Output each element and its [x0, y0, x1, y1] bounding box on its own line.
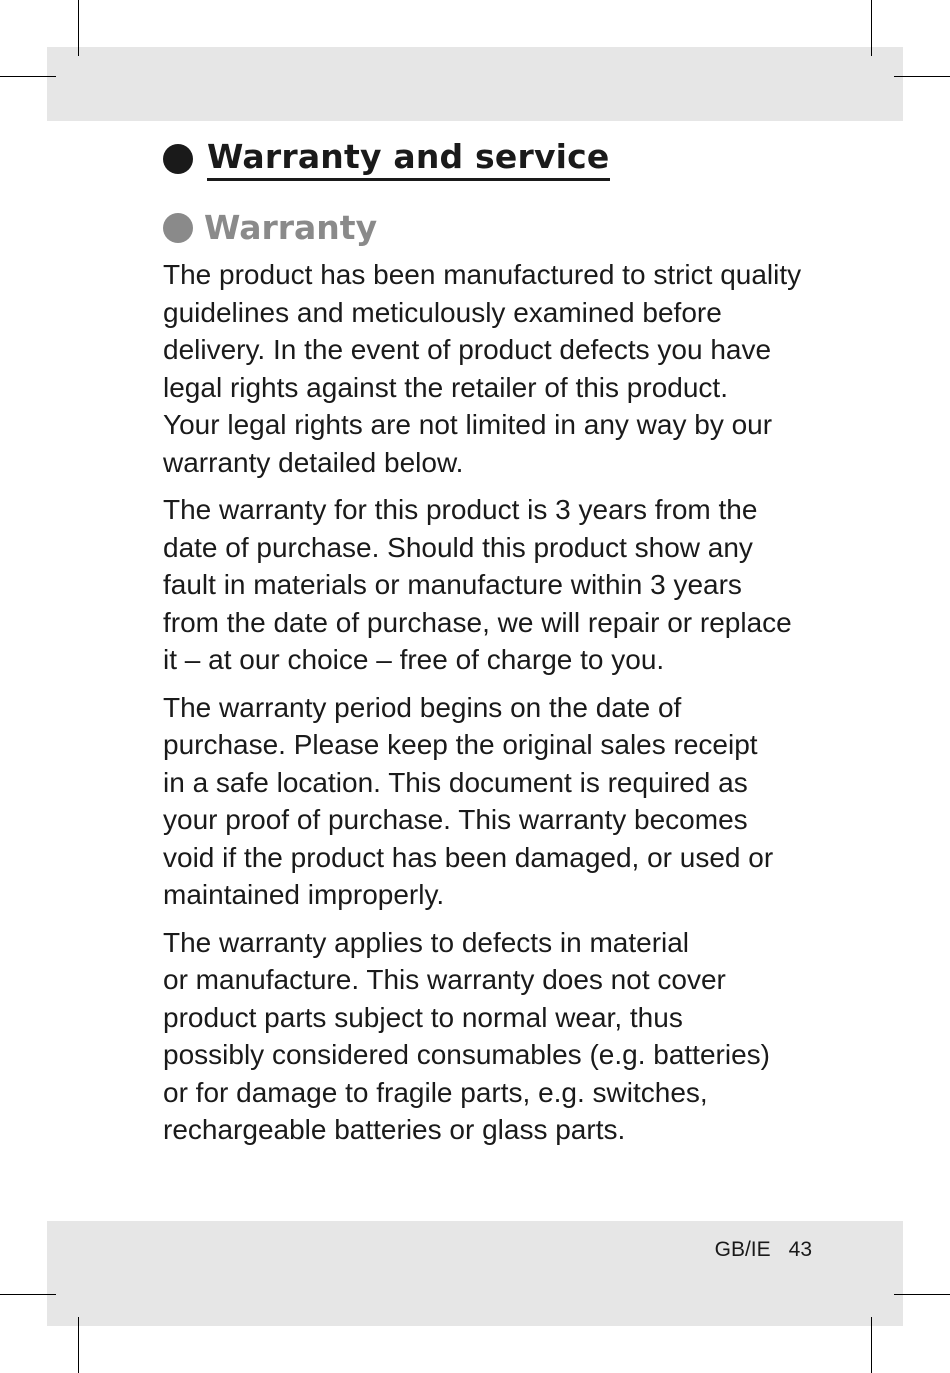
text-line: The warranty period begins on the date of — [163, 691, 682, 723]
paragraph — [163, 924, 833, 1149]
text-line: in a safe location. This document is required as — [163, 766, 748, 798]
text-line: rechargeable batteries or glass parts. — [163, 1114, 626, 1145]
text-line: The warranty for this product is 3 years from the — [163, 494, 758, 525]
crop-mark — [0, 1294, 56, 1295]
text-line: The warranty applies to defects in material — [163, 926, 690, 958]
page-title-text: Warranty and service — [207, 136, 610, 181]
section-heading-text: Warranty — [204, 208, 378, 247]
crop-mark — [894, 1294, 950, 1295]
text-line: guidelines and meticulously examined before — [163, 296, 722, 328]
header-band — [47, 47, 903, 121]
paragraph — [163, 491, 833, 679]
bullet-icon — [163, 213, 193, 243]
text-line: The product has been manufactured to strict quality — [163, 259, 802, 290]
text-line: possibly considered consumables (e.g. batteries) — [163, 1039, 770, 1070]
text-line: or manufacture. This warranty does not cover — [163, 964, 726, 995]
text-line: product parts subject to normal wear, thus — [163, 1001, 683, 1033]
crop-mark — [78, 0, 79, 56]
text-line: or for damage to fragile parts, e.g. switches, — [163, 1076, 708, 1108]
crop-mark — [894, 76, 950, 77]
crop-mark — [0, 76, 56, 77]
crop-mark — [871, 1317, 872, 1373]
page-footer — [715, 1236, 812, 1264]
text-line: maintained improperly. — [163, 879, 445, 910]
bullet-icon — [163, 144, 193, 174]
page-number: 43 — [788, 1238, 812, 1261]
text-line: purchase. Please keep the original sales receipt — [163, 729, 758, 760]
text-line: from the date of purchase, we will repair or replace — [163, 606, 792, 638]
text-line: Your legal rights are not limited in any way by our — [163, 409, 773, 440]
section-heading — [163, 207, 377, 249]
text-line: legal rights against the retailer of this product. — [163, 371, 728, 403]
crop-mark — [78, 1317, 79, 1373]
region-label: GB/IE — [714, 1238, 771, 1261]
paragraph — [163, 689, 833, 914]
text-line: it – at our choice – free of charge to you. — [163, 644, 665, 675]
text-line: date of purchase. Should this product show any — [163, 531, 753, 563]
text-line: fault in materials or manufacture within 3 years — [163, 569, 742, 600]
text-line: void if the product has been damaged, or used or — [163, 841, 774, 873]
crop-mark — [871, 0, 872, 56]
body-text — [163, 256, 833, 1159]
paragraph — [163, 256, 833, 481]
text-line: warranty detailed below. — [163, 446, 464, 478]
text-line: your proof of purchase. This warranty becomes — [163, 804, 748, 835]
page-title — [163, 136, 610, 181]
text-line: delivery. In the event of product defects you have — [163, 334, 772, 365]
